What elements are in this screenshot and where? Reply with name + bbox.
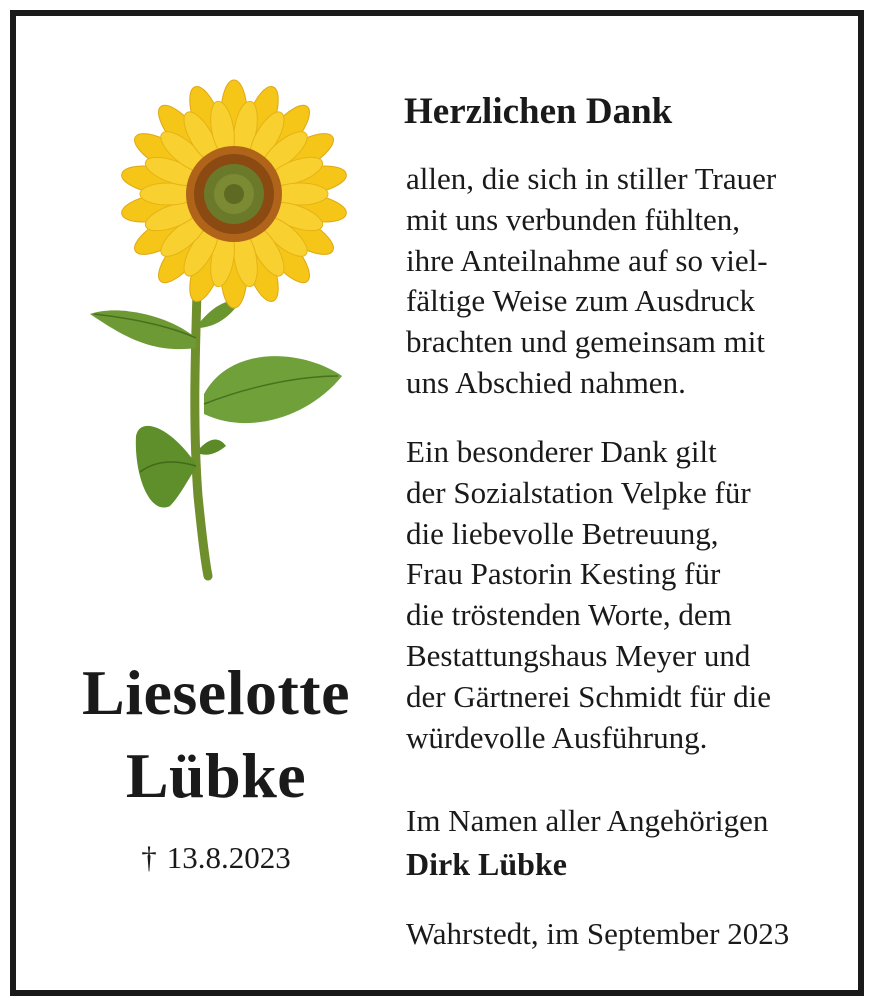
death-date-line — [56, 838, 376, 878]
signer-name: Dirk Lübke — [406, 846, 567, 882]
text-line: der Gärtnerei Schmidt für die — [406, 678, 771, 714]
place-date: Wahrstedt, im September 2023 — [406, 916, 790, 951]
sunflower-leaf — [204, 356, 342, 423]
text-line: die tröstenden Worte, dem — [406, 597, 732, 633]
sunflower-leaf — [200, 440, 226, 455]
deceased-last-name: Lübke — [125, 740, 307, 811]
closing-line: Im Namen aller Angehörigen — [406, 803, 769, 838]
notice-heading: Herzlichen Dank — [404, 91, 673, 132]
death-date: 13.8.2023 — [166, 840, 291, 875]
text-line: die liebevolle Betreuung, — [406, 515, 719, 551]
text-line: uns Abschied nahmen. — [406, 364, 686, 400]
text-line: fältige Weise zum Ausdruck — [406, 283, 756, 319]
sunflower-leaf — [136, 426, 196, 508]
sunflower-stem — [195, 256, 208, 576]
text-line: der Sozialstation Velpke für — [406, 474, 751, 510]
cross-icon: † — [141, 840, 157, 875]
sunflower-icon — [80, 76, 350, 586]
text-line: mit uns verbunden fühlten, — [406, 201, 741, 237]
thanks-paragraph — [406, 159, 776, 404]
deceased-first-name: Lieselotte — [82, 657, 350, 728]
text-line: Ein besonderer Dank gilt — [406, 434, 717, 469]
text-line: brachten und gemeinsam mit — [406, 324, 765, 360]
text-line: allen, die sich in stiller Trauer — [406, 161, 777, 196]
text-line: Bestattungshaus Meyer und — [406, 637, 751, 673]
sunflower-petals — [119, 80, 348, 308]
sunflower-leaf — [90, 310, 196, 349]
special-thanks-paragraph — [406, 432, 771, 758]
text-line: Frau Pastorin Kesting für — [406, 556, 721, 592]
text-line: würdevolle Ausführung. — [406, 719, 708, 755]
text-line: ihre Anteilnahme auf so viel- — [406, 242, 768, 278]
notice-frame — [10, 10, 864, 996]
